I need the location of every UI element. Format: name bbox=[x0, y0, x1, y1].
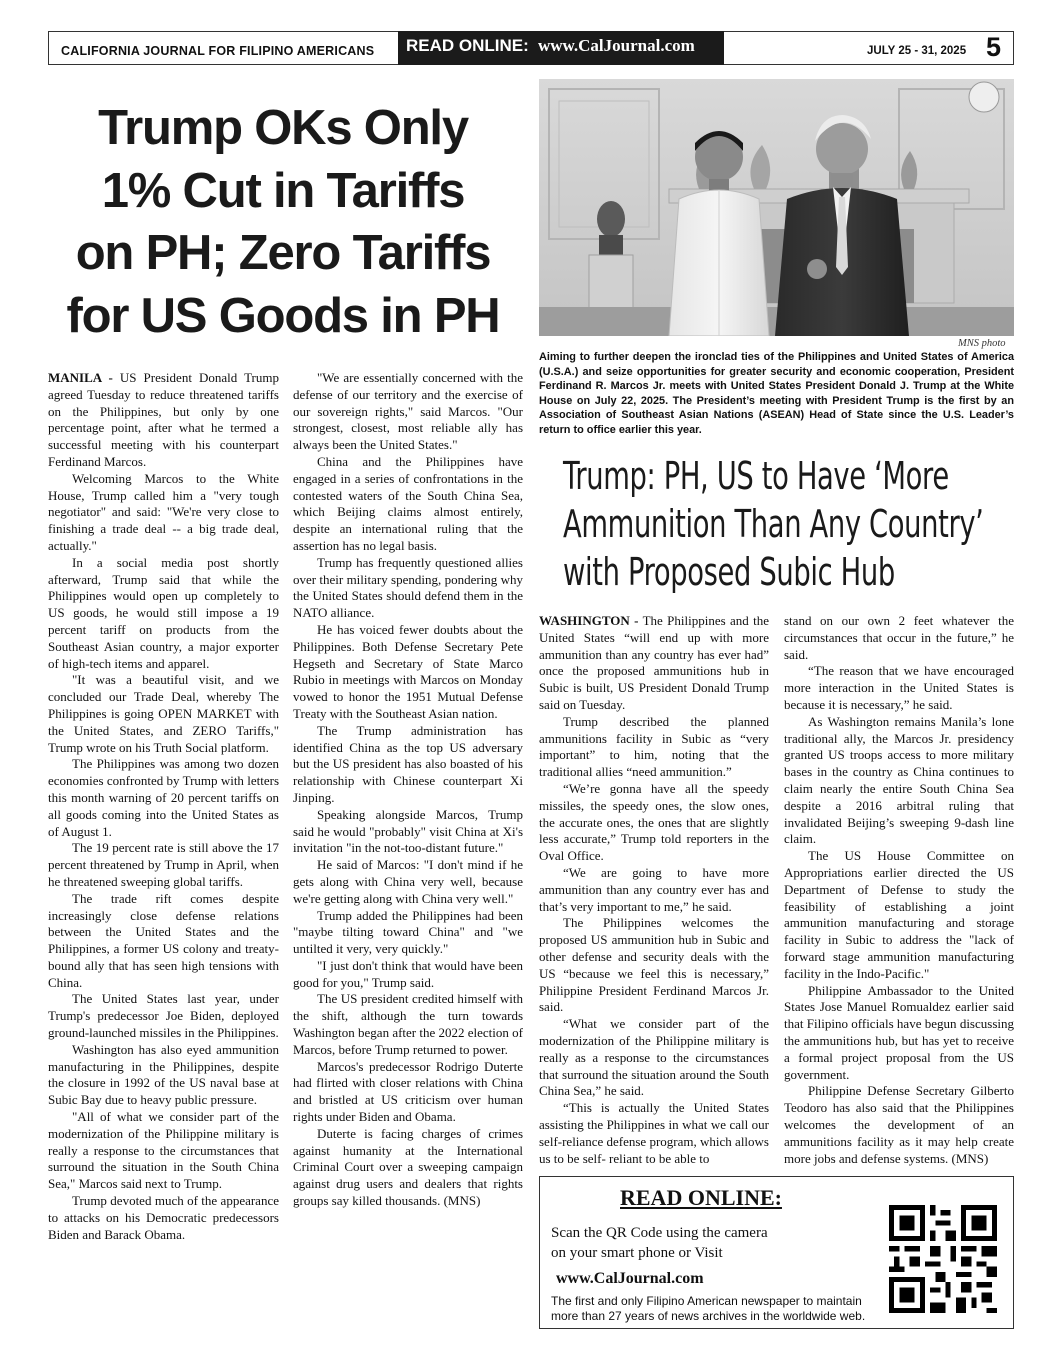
paragraph: He said of Marcos: "I don't mind if he gets along with China very well, because we're getting along with China very well." bbox=[293, 857, 523, 906]
read-online-label: READ ONLINE: bbox=[406, 36, 529, 55]
read-online-description: The first and only Filipino American newspaper to maintain more than 27 years of news archives in the worldwide web. bbox=[551, 1294, 866, 1323]
read-online-box bbox=[539, 1176, 1014, 1329]
headline-line: with Proposed Subic Hub bbox=[563, 550, 895, 594]
paragraph: Washington has also eyed ammunition manufacturing in the Philippines, despite the closure in 1992 of the US naval base at Subic Bay due to heavy public pressure. bbox=[48, 1041, 279, 1108]
paragraph: The Philippines was among two dozen economies confronted by Trump with letters this month warning of 20 percent tariffs on all goods coming into the United States as of August 1. bbox=[48, 756, 279, 839]
paragraph: “The reason that we have encouraged more interaction in the United States is because it is necessary,” he said. bbox=[784, 663, 1014, 712]
paragraph: "It was a beautiful visit, and we concluded our Trade Deal, whereby The Philippines is going OPEN MARKET with the United States, and ZERO Tariffs," Trump wrote on his Truth Social platform. bbox=[48, 672, 279, 755]
paragraph: Trump added the Philippines had been "maybe tilting toward China" and "we untilted it very, very quickly." bbox=[293, 907, 523, 957]
headline-line: Trump: PH, US to Have ‘More bbox=[563, 454, 949, 498]
paragraph: “We’re gonna have all the speedy missiles, the speedy ones, the slow ones, the accurate ones, the ones that are slightly less accurate,” Trump told reporters in the Oval Office. bbox=[539, 780, 769, 864]
article1-column-1 bbox=[48, 370, 279, 1243]
paragraph: Speaking alongside Marcos, Trump said he would "probably" visit China at Xi's invitation "in the not-too-distant future." bbox=[293, 806, 523, 856]
read-online-banner[interactable] bbox=[398, 31, 724, 65]
paragraph: “What we consider part of the modernization of the Philippine military is really as a response to the circumstances that surround the situation around the South China Sea,” he said. bbox=[539, 1016, 769, 1099]
paragraph: “This is actually the United States assisting the Philippines in what we call our self-reliance defense program, which allows us to be self- reliant to be able to bbox=[539, 1100, 769, 1166]
paragraph: The US president credited himself with the shift, although the turn towards Washington began after the 2022 election of Marcos, before Trump returned to power. bbox=[293, 991, 523, 1057]
paragraph: Welcoming Marcos to the White House, Trump called him a "very tough negotiator" and said: "We're very close to finishing a trade deal -- a big trade deal, actually." bbox=[48, 470, 279, 553]
paragraph: Trump devoted much of the appearance to attacks on his Democratic predecessors Biden and Barack Obama. bbox=[48, 1193, 279, 1242]
paragraph: MANILA - US President Donald Trump agreed Tuesday to reduce threatened tariffs on the Philippines, but only by one percentage point, after what he termed a successful meeting with his counterpart Ferdinand Marcos. bbox=[48, 370, 279, 469]
paragraph: As Washington remains Manila’s lone traditional ally, the Marcos Jr. presidency granted US troops access to more military bases in the country as China continues to claim nearly the entire South China Sea despite a 2016 arbitral ruling that invalidated Beijing’s sweeping 9-dash line claim. bbox=[784, 713, 1014, 847]
headline-line: 1% Cut in Tariffs bbox=[101, 163, 465, 218]
dateline: MANILA - bbox=[48, 370, 113, 385]
article2-headline bbox=[563, 452, 984, 596]
paragraph: The Trump administration has identified China as the top US adversary but the US president has also boasted of his relationship with Chinese counterpart Xi Jinping. bbox=[293, 722, 523, 805]
paragraph: Philippine Defense Secretary Gilberto Teodoro has also said that the Philippines welcomes the development of an ammunitions facility as it may help create more jobs and defense systems. (MNS) bbox=[784, 1083, 1014, 1166]
photo-caption: Aiming to further deepen the ironclad ties of the Philippines and United States of America (U.S.A.) and seize opportunities for greater security and economic cooperation, President Ferdinand R. Marcos Jr. meets with United States President Donald J. Trump at the White House on July 22, 2025. The President’s meeting with President Trump is the first by an Association of Southeast Asian Nations (ASEAN) Head of State since the U.S. Leader’s return to office earlier this year. bbox=[539, 351, 1014, 436]
paragraph: The United States last year, under Trump's predecessor Joe Biden, deployed ground-launched missiles in the Philippines. bbox=[48, 991, 279, 1041]
read-online-box-title: READ ONLINE: bbox=[620, 1185, 782, 1210]
article1-column-2 bbox=[293, 370, 523, 1210]
paragraph: Philippine Ambassador to the United States Jose Manuel Romualdez earlier said that Filipino officials have begun discussing the ammunitions hub, but has yet to receive a formal project proposal from the US government. bbox=[784, 982, 1014, 1082]
paragraph: China and the Philippines have engaged in a series of confrontations in the contested waters of the South China Sea, which Beijing claims almost entirely, despite an international ruling that the assertion has no legal basis. bbox=[293, 453, 523, 553]
qr-code-icon[interactable] bbox=[889, 1205, 997, 1313]
paragraph: The US House Committee on Appropriations earlier directed the US Department of Defense to study the feasibility of establishing a joint ammunition manufacturing and storage facility in Subic to address the "lack of forward stage ammunition manufacturing facility in the Indo-Pacific." bbox=[784, 848, 1014, 981]
paragraph: He has voiced fewer doubts about the Philippines. Both Defense Secretary Pete Hegseth and Secretary of State Marco Rubio in meetings with Marcos on Monday vowed to honor the 1951 Mutual Defense Treaty with the Southeast Asian nation. bbox=[293, 621, 523, 721]
page-number: 5 bbox=[986, 32, 1002, 62]
paragraph: stand on our own 2 feet whatever the circumstances that occur in the future,” he said. bbox=[784, 613, 1014, 662]
paragraph: “We are going to have more ammunition than any country ever has and that’s very important to me,” he said. bbox=[539, 864, 769, 914]
paragraph: In a social media post shortly afterward, Trump said that while the Philippines would open up completely to US goods, he would still impose a 19 percent tariff on products from the Southeast Asian country, a major exporter of high-tech items and apparel. bbox=[48, 554, 279, 671]
photo-credit: MNS photo bbox=[958, 338, 1006, 349]
article1-headline bbox=[48, 97, 518, 348]
page-header bbox=[48, 31, 1014, 65]
issue-date: JULY 25 - 31, 2025 bbox=[867, 45, 967, 57]
paragraph: "I just don't think that would have been good for you," Trump said. bbox=[293, 957, 523, 990]
read-online-instructions: Scan the QR Code using the camera on your smart phone or Visit bbox=[551, 1225, 768, 1261]
paragraph: The Philippines welcomes the proposed US ammunition hub in Subic and other defense and security deals with the US “because we feel this is necessary,” Philippine President Ferdinand Marcos Jr. said. bbox=[539, 915, 769, 1015]
marcos-trump-photo bbox=[539, 79, 1014, 336]
read-online-link[interactable]: www.CalJournal.com bbox=[538, 36, 695, 55]
paragraph: Trump described the planned ammunitions facility in Subic as “very important” to him, noting that the traditional allies “need ammunition.” bbox=[539, 713, 769, 780]
paragraph: The trade rift comes despite increasingly close defense relations between the United States and the Philippines, a former US colony and treaty-bound ally that has seen high tensions with China. bbox=[48, 890, 279, 990]
paragraph: The 19 percent rate is still above the 17 percent threatened by Trump in April, when he threatened sweeping global tariffs. bbox=[48, 840, 279, 889]
headline-line: for US Goods in PH bbox=[66, 289, 500, 344]
headline-line: Trump OKs Only bbox=[98, 101, 468, 155]
paragraph: Marcos's predecessor Rodrigo Duterte had flirted with closer relations with China and bristled at US criticism over human rights under Biden and Obama. bbox=[293, 1058, 523, 1125]
paragraph: Trump has frequently questioned allies over their military spending, pondering why the United States should defend them in the NATO alliance. bbox=[293, 554, 523, 621]
headline-line: on PH; Zero Tariffs bbox=[75, 226, 491, 281]
dateline: WASHINGTON - bbox=[539, 613, 639, 628]
article2-column-1 bbox=[539, 613, 769, 1167]
read-online-box-link[interactable]: www.CalJournal.com bbox=[556, 1270, 704, 1287]
paragraph: "We are essentially concerned with the defense of our territory and the exercise of our sovereign rights," said Marcos. "Our strongest, closest, most reliable ally has always been the United States." bbox=[293, 370, 523, 453]
publication-name: CALIFORNIA JOURNAL FOR FILIPINO AMERICANS bbox=[61, 44, 375, 58]
paragraph: Duterte is facing charges of crimes against humanity at the International Criminal Court over a sweeping campaign against drug users and dealers that rights groups say killed thousands. (MNS) bbox=[293, 1125, 523, 1209]
paragraph: "All of what we consider part of the modernization of the Philippine military is really a response to the circumstances that surround the situation in the South China Sea," Marcos said next to Trump. bbox=[48, 1109, 279, 1192]
paragraph: WASHINGTON - The Philippines and the United States “will end up with more ammunition than any country has ever had” once the proposed ammunitions hub in Subic is built, US President Donald Trump said on Tuesday. bbox=[539, 613, 769, 712]
article2-column-2 bbox=[784, 613, 1014, 1167]
headline-line: Ammunition Than Any Country’ bbox=[563, 502, 984, 546]
